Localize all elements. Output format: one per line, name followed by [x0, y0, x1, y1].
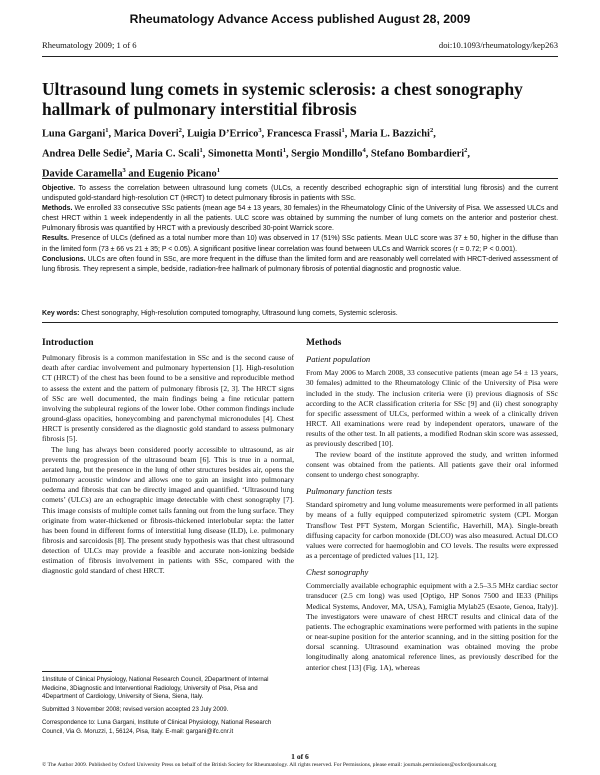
paragraph: The review board of the institute approved the study, and written informed consent was obtained from the patients. All patients gave their oral informed consent to undergo chest sonography. — [306, 449, 558, 479]
abstract-methods: We enrolled 33 consecutive SSc patients (mean age 54 ± 13 years, 30 females) in the Rheumatology Clinic of the University of Pisa. We assessed ULCs and chest HRCT within 1 week independently in all the patients. ULC score was obtained by summing the number of lung comets on the anterior and posterior chest. Pulmonary fibrosis was quantified by HRCT with a previously described 30-point Warrick score. — [42, 205, 559, 233]
running-head-doi: doi:10.1093/rheumatology/kep263 — [438, 40, 558, 50]
running-head-journal: Rheumatology 2009; 1 of 6 — [42, 40, 137, 50]
header-rule — [42, 56, 558, 57]
page-number: 1 of 6 — [291, 752, 309, 761]
subsection-heading: Chest sonography — [306, 567, 369, 578]
author: Francesca Frassi — [266, 128, 342, 140]
footnote-rule — [42, 671, 112, 672]
paragraph: Commercially available echographic equipment with a 2.5–3.5 MHz cardiac sector transducer (2.5 cm long) was used [Optigo, HP Sonos 7500 and IE33 (Philips Medical Systems, Andover, MA, USA), Famiglia Mylab25 (Esaote, Genoa, Italy)]. The investigators were unaware of chest HRCT results and clinical data of the patients. The echographic examinations were performed with patients in the supine or near-supine position for the anterior scanning, and in the sitting position for the dorsal scanning. Ultrasound examination was obtained moving the probe longitudinally along anatomical reference lines, as previously described for the anterior chest [13] (Fig. 1A), whereas — [306, 581, 558, 672]
submission-dates: Submitted 3 November 2008; revised version accepted 23 July 2009. — [42, 706, 229, 714]
advance-access-banner: Rheumatology Advance Access published August 28, 2009 — [129, 12, 471, 26]
abstract-objective: To assess the correlation between ultrasound lung comets (ULCs, a recently described echographic sign of interstitial lung fibrosis) and the current undisputed gold-standard high-resolution CT (HRCT) to detect pulmonary fibrosis in patients with SSc. — [42, 185, 558, 203]
paragraph: Standard spirometry and lung volume measurements were performed in all patients by means of a fully equipped computerized spirometric system (CPL Morgan Transflow Test PFT System, Morgan Scientific, Haverhill, MA). Single-breath diffusing capacity for carbon monoxide (DLCO) was also measured. Actual DLCO values were corrected for haemoglobin and CO levels. The results were expressed as a percentage of predicted values [11, 12]. — [306, 500, 558, 560]
abstract-top-rule — [42, 178, 558, 179]
right-column — [306, 338, 558, 673]
author: Simonetta Monti — [207, 148, 283, 160]
author: Eugenio Picano — [147, 168, 217, 179]
subsection-heading: Pulmonary function tests — [306, 486, 392, 497]
subsection-heading: Patient population — [306, 354, 371, 365]
footnote — [42, 676, 294, 740]
author: Maria L. Bazzichi — [350, 128, 430, 140]
left-column — [42, 338, 294, 577]
author: Sergio Mondillo — [291, 148, 363, 160]
paragraph: The lung has always been considered poorly accessible to ultrasound, as air prevents the progression of the ultrasound beam [6]. This is true in a normal, aerated lung, but the presence in the lung of other structures besides air, opens the pulmonary acoustic window and allows one to gain an insight into pulmonary oedema and fibrosis that can be directly imaged and quantified. ‘Ultrasound lung comets’ (ULCs) are an echographic image detectable with chest sonography [7]. This image consists of multiple comet tails fanning out from the lung surface. They originate from water-thickened or fibrosis-thickened interlobular septa: the latter has been found in different forms of interstitial lung disease (ILD), i.e. pulmonary fibrosis and sarcoidosis [8]. The present study hypothesis was that chest ultrasound detection of ULCs may provide a feasible and accurate non-ionizing bedside estimation of fibrosis involvement in patients with SSc, compared with the diagnostic gold standard of chest HRCT. — [42, 444, 294, 576]
author: Andrea Delle Sedie — [42, 148, 127, 160]
abstract-results: Presence of ULCs (defined as a total number more than 10) was observed in 17 (51%) SSc patients. Mean ULC score was 37 ± 50, higher in the diffuse than in the limited form (73 ± 66 vs 21 ± 35; P < 0.05). A significant positive linear correlation was found between ULCs and Warrick scores (r = 0.72; P < 0.001). — [42, 235, 558, 253]
section-heading: Introduction — [42, 338, 94, 348]
keywords-text: Chest sonography, High-resolution computed tomography, Ultrasound lung comets, Systemic sclerosis. — [81, 310, 398, 317]
author: Stefano Bombardieri — [370, 148, 465, 160]
author: Maria C. Scali — [135, 148, 200, 160]
correspondence: Correspondence to: Luna Gargani, Institute of Clinical Physiology, National Research Council, Via G. Moruzzi, 1, 56124, Pisa, Italy. E-mail: gargani@ifc.cnr.it — [42, 718, 272, 735]
affiliations: 1Institute of Clinical Physiology, National Research Council, 2Department of Internal Medicine, 3Diagnostic and Interventional Radiology, University of Pisa, Pisa and 4Department of Cardiology, University of Siena, Siena, Italy. — [42, 676, 269, 701]
copyright-line: © The Author 2009. Published by Oxford University Press on behalf of the British Society for Rheumatology. All rights reserved. For Permissions, please email: journals.permissions@oxfordjournals.org — [42, 762, 497, 768]
author: Marica Doveri — [113, 128, 179, 140]
author: Davide Caramella — [42, 168, 123, 179]
keywords: Key words: Chest sonography, High-resolution computed tomography, Ultrasound lung comets, Systemic sclerosis. — [42, 310, 398, 317]
author: Luna Gargani — [42, 128, 106, 140]
abstract-conclusions: ULCs are often found in SSc, are more frequent in the diffuse than the limited form and are reasonably well correlated with HRCT-derived assessment of lung fibrosis. They represent a simple, bedside, radiation-free hallmark of pulmonary fibrosis of potential diagnostic and prognostic value. — [42, 255, 558, 273]
paragraph: From May 2006 to March 2008, 33 consecutive patients (mean age 54 ± 13 years, 30 females) admitted to the Rheumatology Clinic of the University of Pisa were included in the study. The inclusion criteria were (i) previous diagnosis of SSc according to the ACR classification criteria for SSc [9] and (ii) chest sonography for specific assessment of ULCs, performed within a week of a clinically driven HRCT. All examinations were read by independent operators, unaware of the results of the other test. In all patients, a modified Rodnan skin score was assessed, as previously described [10]. — [306, 368, 558, 449]
section-heading: Methods — [306, 338, 342, 348]
author: Luigia D’Errico — [187, 128, 259, 140]
article-title: Ultrasound lung comets in systemic sclerosis: a chest sonography hallmark of pulmonary interstitial fibrosis — [42, 79, 523, 119]
abstract: Objective. To assess the correlation between ultrasound lung comets (ULCs, a recently described echographic sign of interstitial lung fibrosis) and the current undisputed gold-standard high-resolution CT (HRCT) to detect pulmonary fibrosis in patients with SSc. Methods. We enrolled 33 consecutive SSc patients (mean age 54 ± 13 years, 30 females) in the Rheumatology Clinic of the University of Pisa. We assessed ULCs and chest HRCT within 1 week independently in all the patients. ULC score was obtained by summing the number of lung comets on the anterior and posterior chest. Pulmonary fibrosis was quantified by HRCT with a previously described 30-point Warrick score. Results. Presence of ULCs (defined as a total number more than 10) was observed in 17 (51%) SSc patients. Mean ULC score was 37 ± 50, higher in the diffuse than in the limited form (73 ± 66 vs 21 ± 35; P < 0.05). A significant positive linear correlation was found between ULCs and Warrick scores (r = 0.72; P < 0.001). Conclusions. ULCs are often found in SSc, are more frequent in the diffuse than the limited form and are reasonably well correlated with HRCT-derived assessment of lung fibrosis. They represent a simple, bedside, radiation-free hallmark of pulmonary fibrosis of potential diagnostic and prognostic value. — [42, 185, 559, 273]
abstract-bottom-rule — [42, 322, 558, 323]
author-list: Luna Gargani$^1$, Marica Doveri$^2$, Luigia D’Errico$^3$, Francesca Frassi$^1$, Maria L. Bazzichi$^2$, Andrea Delle Sedie$^2$, Maria C. Scali$^1$, Simonetta Monti$^1$, Sergio Mondillo$^4$, Stefano Bombardieri$^2$, Davide Caramella$^3$ and Eugenio Picano$^1$ — [42, 127, 470, 179]
paragraph: Pulmonary fibrosis is a common manifestation in SSc and is the second cause of death after cardiac involvement and pulmonary hypertension [1]. High-resolution CT (HRCT) of the chest has been found to be a sensitive and reproducible method to assess the extent and the pattern of pulmonary fibrosis [2, 3]. The HRCT signs of SSc are well documented, the main findings being a fine reticular pattern involving the subpleural regions of the lower lobe. Other common findings include ground-glass opacities, honeycombing and parenchymal micronodules [4]. Chest HRCT is presently considered as the diagnostic gold standard to assess pulmonary fibrosis [5]. — [42, 353, 294, 444]
